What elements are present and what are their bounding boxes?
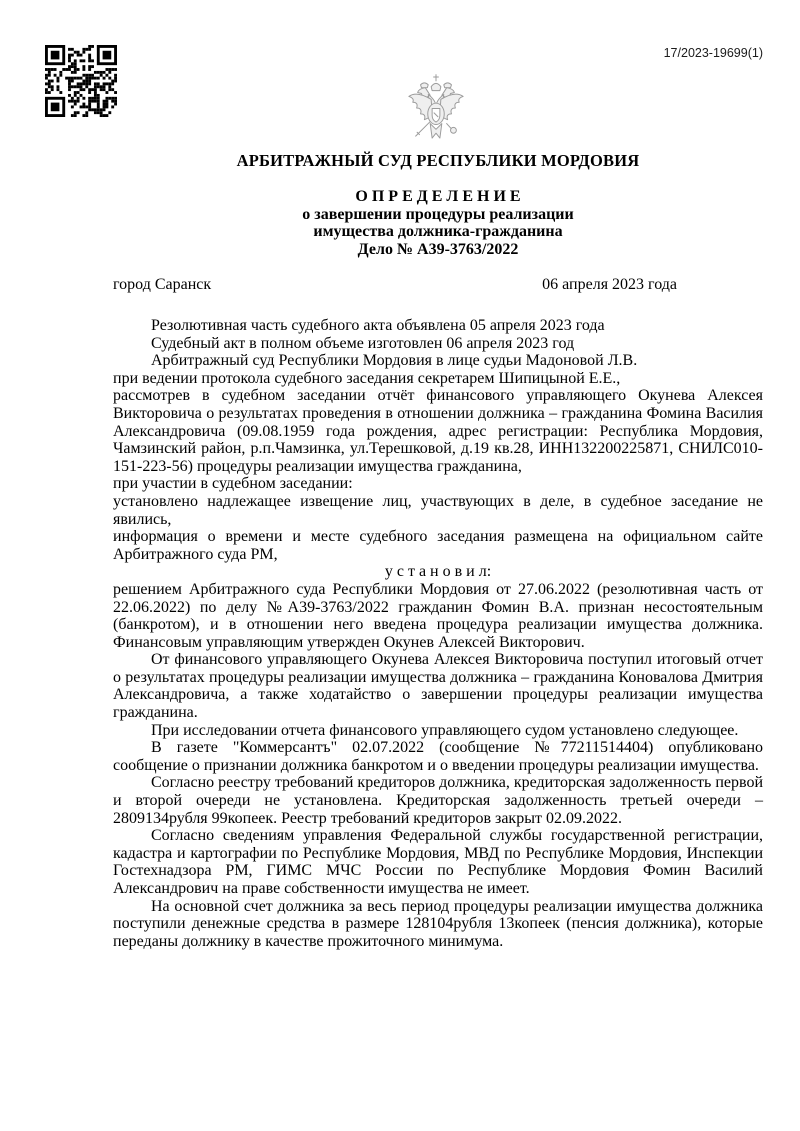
qr-code-svg [45,44,117,118]
intro-line-info-site: информация о времени и месте судебного заседания размещена на официальном сайте Арбитражного суда РМ, [113,528,763,563]
intro-line-notice: установлено надлежащее извещение лиц, участвующих в деле, в судебное заседание не явились, [113,492,763,528]
para-final-report: От финансового управляющего Окунева Алексея Викторовича поступил итоговый отчет о результатах процедуры реализации имущества должника – гражданина Коновалова Дмитрия Александровича, а также ходатайство о завершении процедуры реализации имущества гражданина. [113,651,763,722]
para-property-records: Согласно сведениям управления Федеральной службы государственной регистрации, кадастра и картографии по Республике Мордовия, МВД по Республике Мордовия, Инспекции Гостехнадзора РМ, ГИМС МЧС России по Республике Мордовия Фомин Василий Александрович на праве собственности имущества не имеет. [113,827,763,897]
subtitle-line-2: имущества должника-гражданина [313,223,563,241]
document-title: О П Р Е Д Е Л Е Н И Е [355,188,521,205]
qr-code-icon [45,44,117,118]
document-body [113,317,763,950]
para-kommersant-publication: В газете "Коммерсантъ" 02.07.2022 (сообщение №77211514404) опубликовано сообщение о признании должника банкротом и о введении процедуры реализации имущества. [113,739,763,774]
para-creditors-registry: Согласно реестру требований кредиторов должника, кредиторская задолженность первой и второй очереди не установлена. Кредиторская задолженность третьей очереди – 2809134рубля 99копеек. Реестр требований кредиторов закрыт 02.09.2022. [113,774,763,827]
document-number: 17/2023-19699(1) [663,46,763,60]
case-number: Дело № А39-3763/2022 [357,240,519,258]
intro-line-secretary: при ведении протокола судебного заседания секретарем Шипицыной Е.Е., [113,369,621,387]
ustanovil-line: у с т а н о в и л: [384,563,492,581]
city-label: город Саранск [113,276,212,293]
intro-line-court-judge: Арбитражный суд Республики Мордовия в лице судьи Мадоновой Л.В. [151,352,638,370]
para-examination: При исследовании отчета финансового управляющего судом установлено следующее. [151,721,739,739]
place-date-row [113,276,763,294]
intro-line-full-text: Судебный акт в полном объеме изготовлен 06 апреля 2023 год [151,334,575,352]
para-debtor-account: На основной счет должника за весь период процедуры реализации имущества должника поступили денежные средства в размере 128104рубля 13копеек (пенсия должника), которые переданы должнику в качестве прожиточного минимума. [113,897,763,950]
intro-line-participants: при участии в судебном заседании: [113,475,353,493]
intro-paragraph-considered: рассмотрев в судебном заседании отчёт финансового управляющего Окунева Алексея Викторовича о результатах проведения в отношении должника – гражданина Фомина Василия Александровича (09.08.1959 года рождения, адрес регистрации: Республика Мордовия, Чамзинский район, р.п.Чамзинка, ул.Терешковой, д.19 кв.28, ИНН132200225871, СНИЛС010-151-223-56) процедуры реализации имущества гражданина, [113,387,763,475]
court-name: АРБИТРАЖНЫЙ СУД РЕСПУБЛИКИ МОРДОВИЯ [236,151,640,170]
para-bankruptcy-decision: решением Арбитражного суда Республики Мордовия от 27.06.2022 (резолютивная часть от 22.06.2022) по делу №А39-3763/2022 гражданин Фомин В.А. признан несостоятельным (банкротом), и в отношении него введена процедура реализации имущества должника. Финансовым управляющим утвержден Окунев Алексей Викторович. [113,580,763,651]
document-heading [113,188,763,258]
subtitle-line-1: о завершении процедуры реализации [302,205,574,223]
date-label: 06 апреля 2023 года [542,276,677,293]
intro-line-resolutive-part: Резолютивная часть судебного акта объявлена 05 апреля 2023 года [151,317,605,334]
double-headed-eagle-icon [405,72,467,146]
